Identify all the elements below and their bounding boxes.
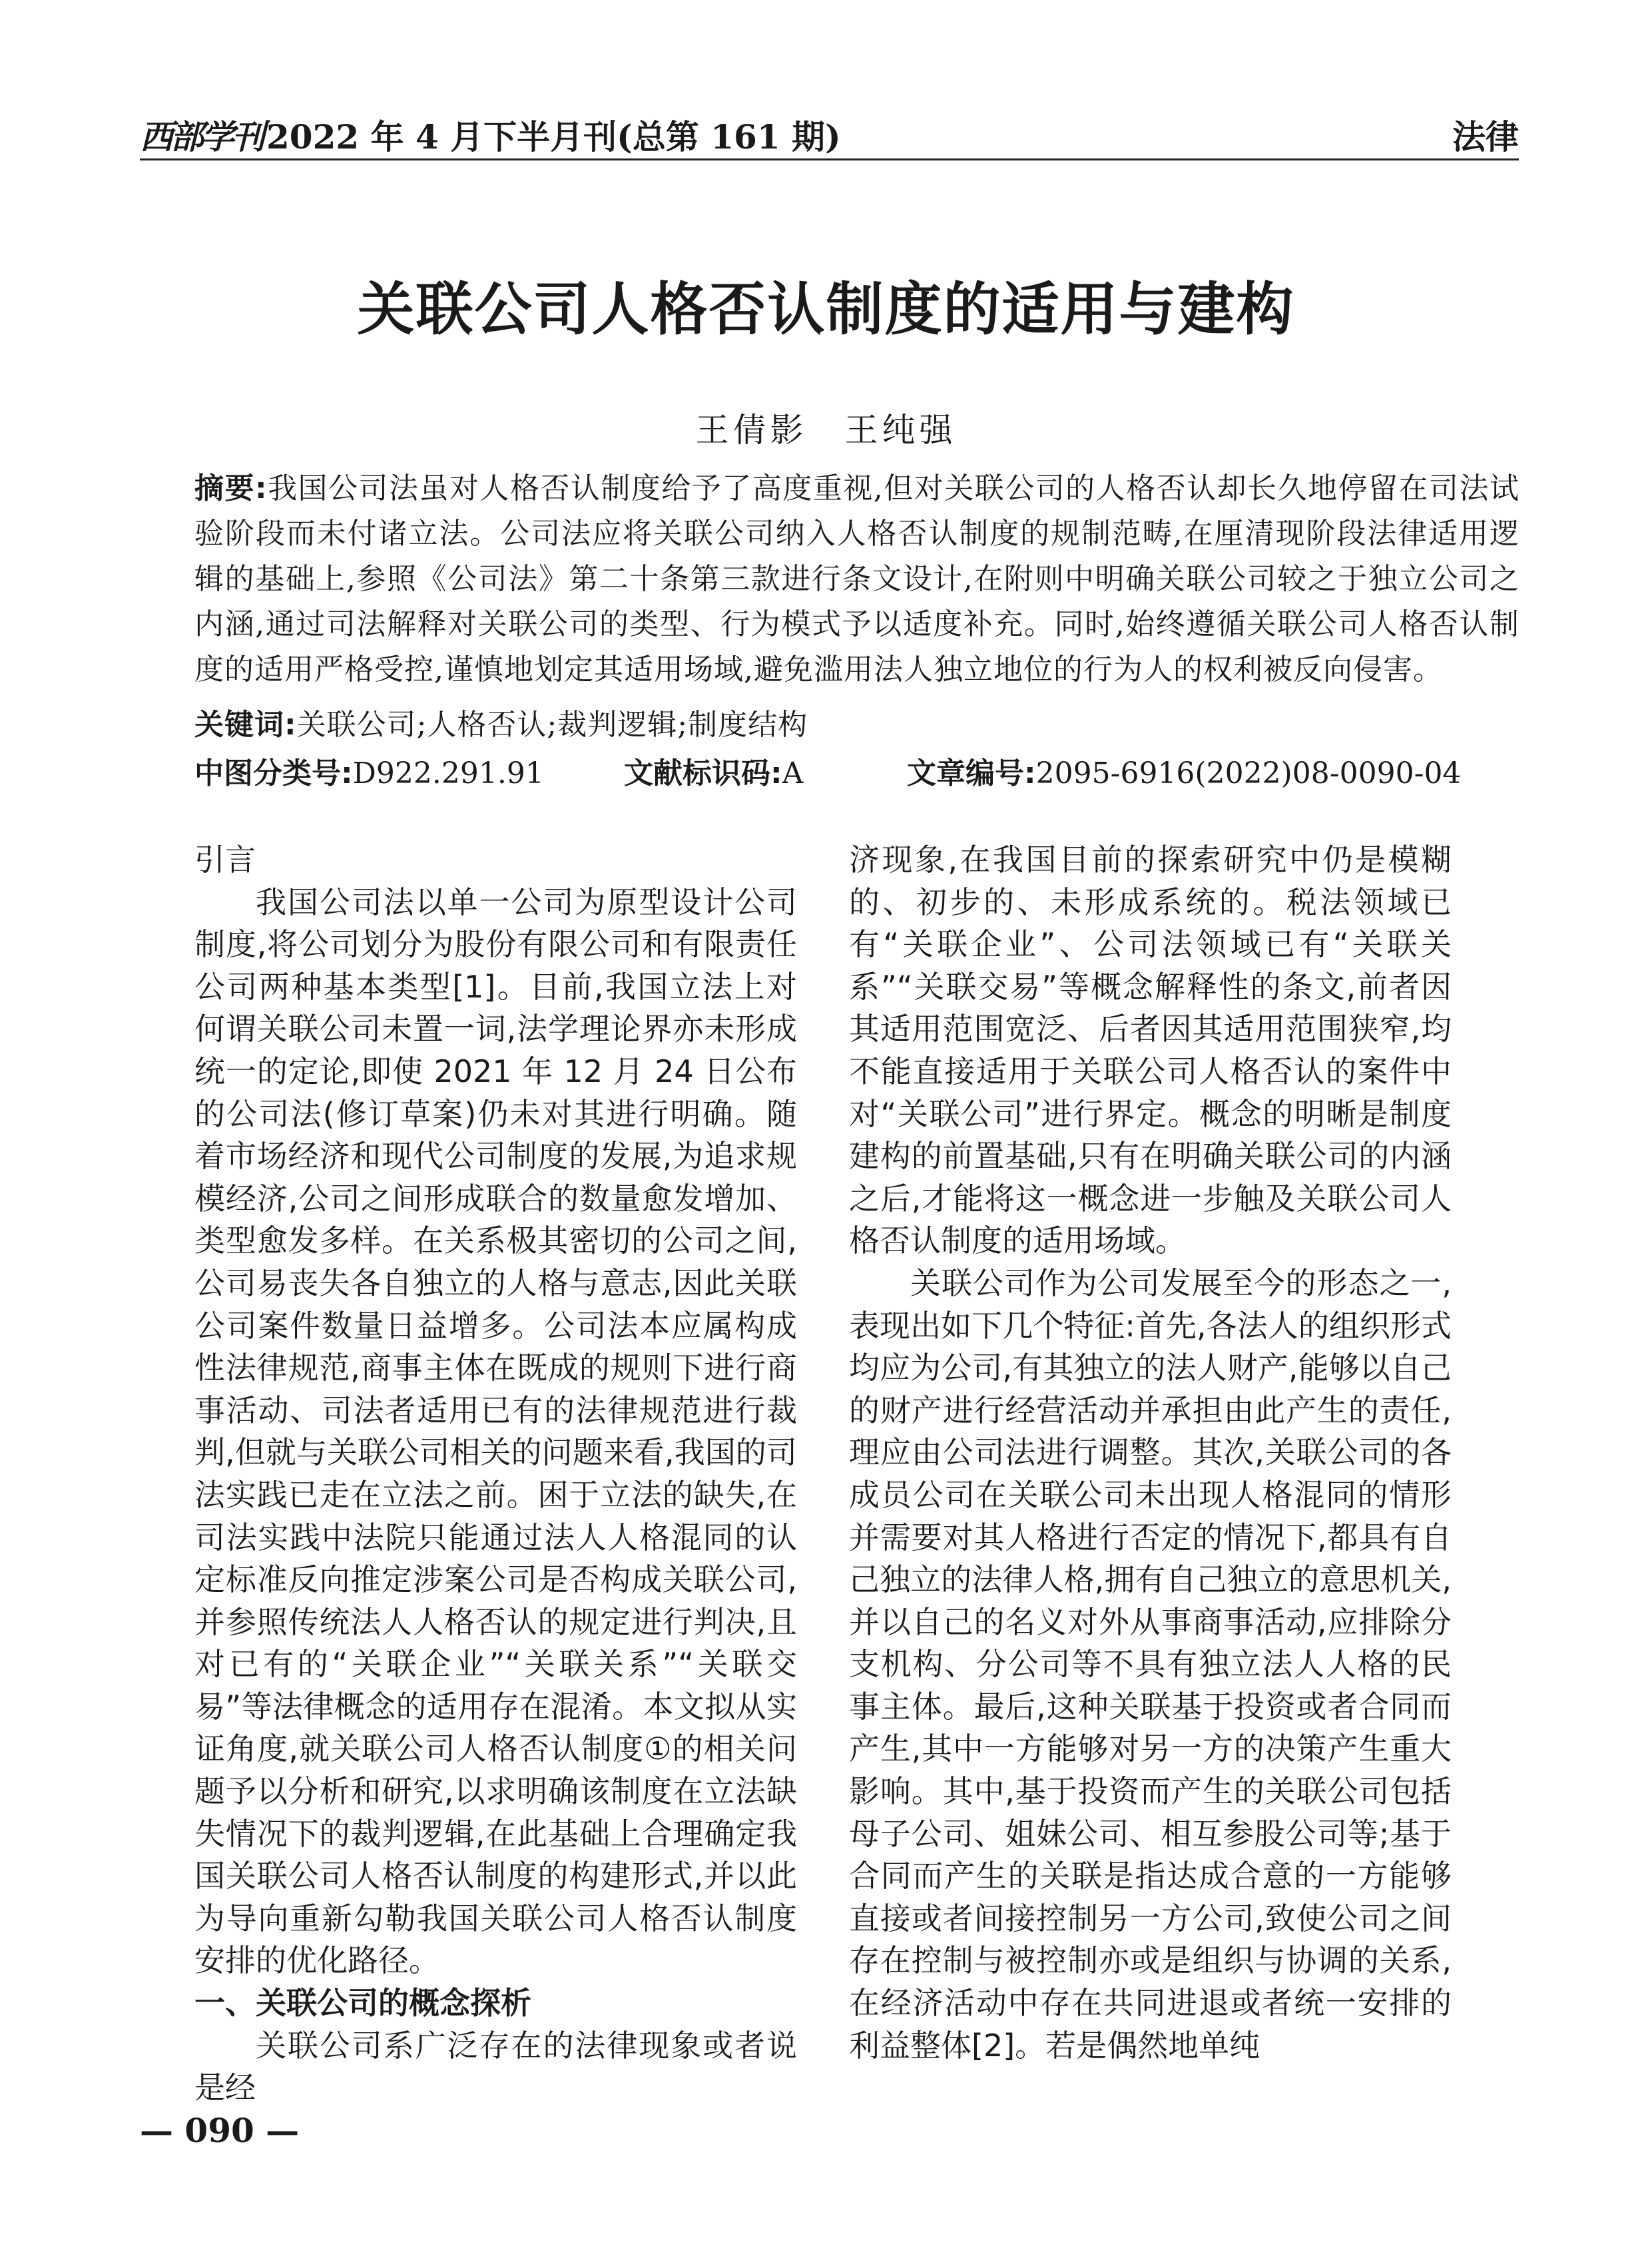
body-column-right	[849, 839, 1452, 2067]
article-number	[907, 749, 1461, 792]
abstract-text: 我国公司法虽对人格否认制度给予了高度重视,但对关联公司的人格否认却长久地停留在司法试验阶段而未付诸立法。公司法应将关联公司纳入人格否认制度的规制范畴,在厘清现阶段法律适用逻辑的基础上,参照《公司法》第二十条第三款进行条文设计,在附则中明确关联公司较之于独立公司之内涵,通过司法解释对关联公司的类型、行为模式予以适度补充。同时,始终遵循关联公司人格否认制度的适用严格受控,谨慎地划定其适用场域,避免滥用法人独立地位的行为人的权利被反向侵害。	[194, 471, 1519, 687]
intro-heading: 引言	[194, 842, 256, 878]
journal-logo: 西部学刊	[140, 117, 262, 156]
clc-number	[194, 749, 544, 792]
article-label: 文章编号:	[907, 756, 1036, 790]
keywords-label: 关键词:	[194, 708, 297, 742]
body-column-left	[194, 839, 797, 2109]
doc-label: 文献标识码:	[624, 756, 782, 790]
document-code	[624, 749, 803, 792]
section-1-heading: 一、关联公司的概念探析	[194, 1985, 531, 2022]
article-value: 2095-6916(2022)08-0090-04	[1035, 756, 1462, 790]
issue-info: 2022 年 4 月下半月刊(总第 161 期)	[266, 117, 841, 156]
section-name: 法律	[1452, 117, 1519, 156]
section-1-paragraph-2: 关联公司作为公司发展至今的形态之一,表现出如下几个特征:首先,各法人的组织形式均应为公司,有其独立的法人财产,能够以自己的财产进行经营活动并承担由此产生的责任,理应由公司法进行调整。其次,关联公司的各成员公司在关联公司未出现人格混同的情形并需要对其人格进行否定的情况下,都具有自己独立的法律人格,拥有自己独立的意思机关,并以自己的名义对外从事商事活动,应排除分支机构、分公司等不具有独立法人人格的民事主体。最后,这种关联基于投资或者合同而产生,其中一方能够对另一方的决策产生重大影响。其中,基于投资而产生的关联公司包括母子公司、姐妹公司、相互参股公司等;基于合同而产生的关联是指达成合意的一方能够直接或者间接控制另一方公司,致使公司之间存在控制与被控制亦或是组织与协调的关系,在经济活动中存在共同进退或者统一安排的利益整体[2]。若是偶然地单纯	[849, 1264, 1452, 2064]
section-1-paragraph-start: 关联公司系广泛存在的法律现象或者说是经	[194, 2027, 797, 2106]
article-title: 关联公司人格否认制度的适用与建构	[357, 276, 1295, 343]
article-authors: 王倩影 王纯强	[695, 411, 957, 449]
intro-paragraph: 我国公司法以单一公司为原型设计公司制度,将公司划分为股份有限公司和有限责任公司两种基本类型[1]。目前,我国立法上对何谓关联公司未置一词,法学理论界亦未形成统一的定论,即使 2021 年 12 月 24 日公布的公司法(修订草案)仍未对其进行明确。随着市场经济和现代公司制度的发展,为追求规模经济,公司之间形成联合的数量愈发增加、类型愈发多样。在关系极其密切的公司之间,公司易丧失各自独立的人格与意志,因此关联公司案件数量日益增多。公司法本应属构成性法律规范,商事主体在既成的规则下进行商事活动、司法者适用已有的法律规范进行裁判,但就与关联公司相关的问题来看,我国的司法实践已走在立法之前。困于立法的缺失,在司法实践中法院只能通过法人人格混同的认定标准反向推定涉案公司是否构成关联公司,并参照传统法人人格否认的规定进行判决,且对已有的“关联企业”“关联关系”“关联交易”等法律概念的适用存在混淆。本文拟从实证角度,就关联公司人格否认制度①的相关问题予以分析和研究,以求明确该制度在立法缺失情况下的裁判逻辑,在此基础上合理确定我国关联公司人格否认制度的构建形式,并以此为导向重新勾勒我国关联公司人格否认制度安排的优化路径。	[194, 884, 797, 1979]
header-divider	[140, 158, 1519, 160]
abstract	[194, 466, 1519, 693]
abstract-label: 摘要:	[194, 471, 268, 505]
doc-value: A	[782, 756, 804, 790]
running-header	[140, 105, 1519, 158]
clc-value: D922.291.91	[352, 756, 544, 790]
keywords	[194, 701, 1519, 743]
clc-label: 中图分类号:	[194, 756, 353, 790]
page-number: — 090 —	[140, 2111, 300, 2150]
section-1-paragraph-continued: 济现象,在我国目前的探索研究中仍是模糊的、初步的、未形成系统的。税法领域已有“关联企业”、公司法领域已有“关联关系”“关联交易”等概念解释性的条文,前者因其适用范围宽泛、后者因其适用范围狭窄,均不能直接适用于关联公司人格否认的案件中对“关联公司”进行界定。概念的明晰是制度建构的前置基础,只有在明确关联公司的内涵之后,才能将这一概念进一步触及关联公司人格否认制度的适用场域。	[849, 842, 1452, 1259]
keywords-text: 关联公司;人格否认;裁判逻辑;制度结构	[296, 708, 808, 742]
journal-header	[140, 111, 841, 158]
